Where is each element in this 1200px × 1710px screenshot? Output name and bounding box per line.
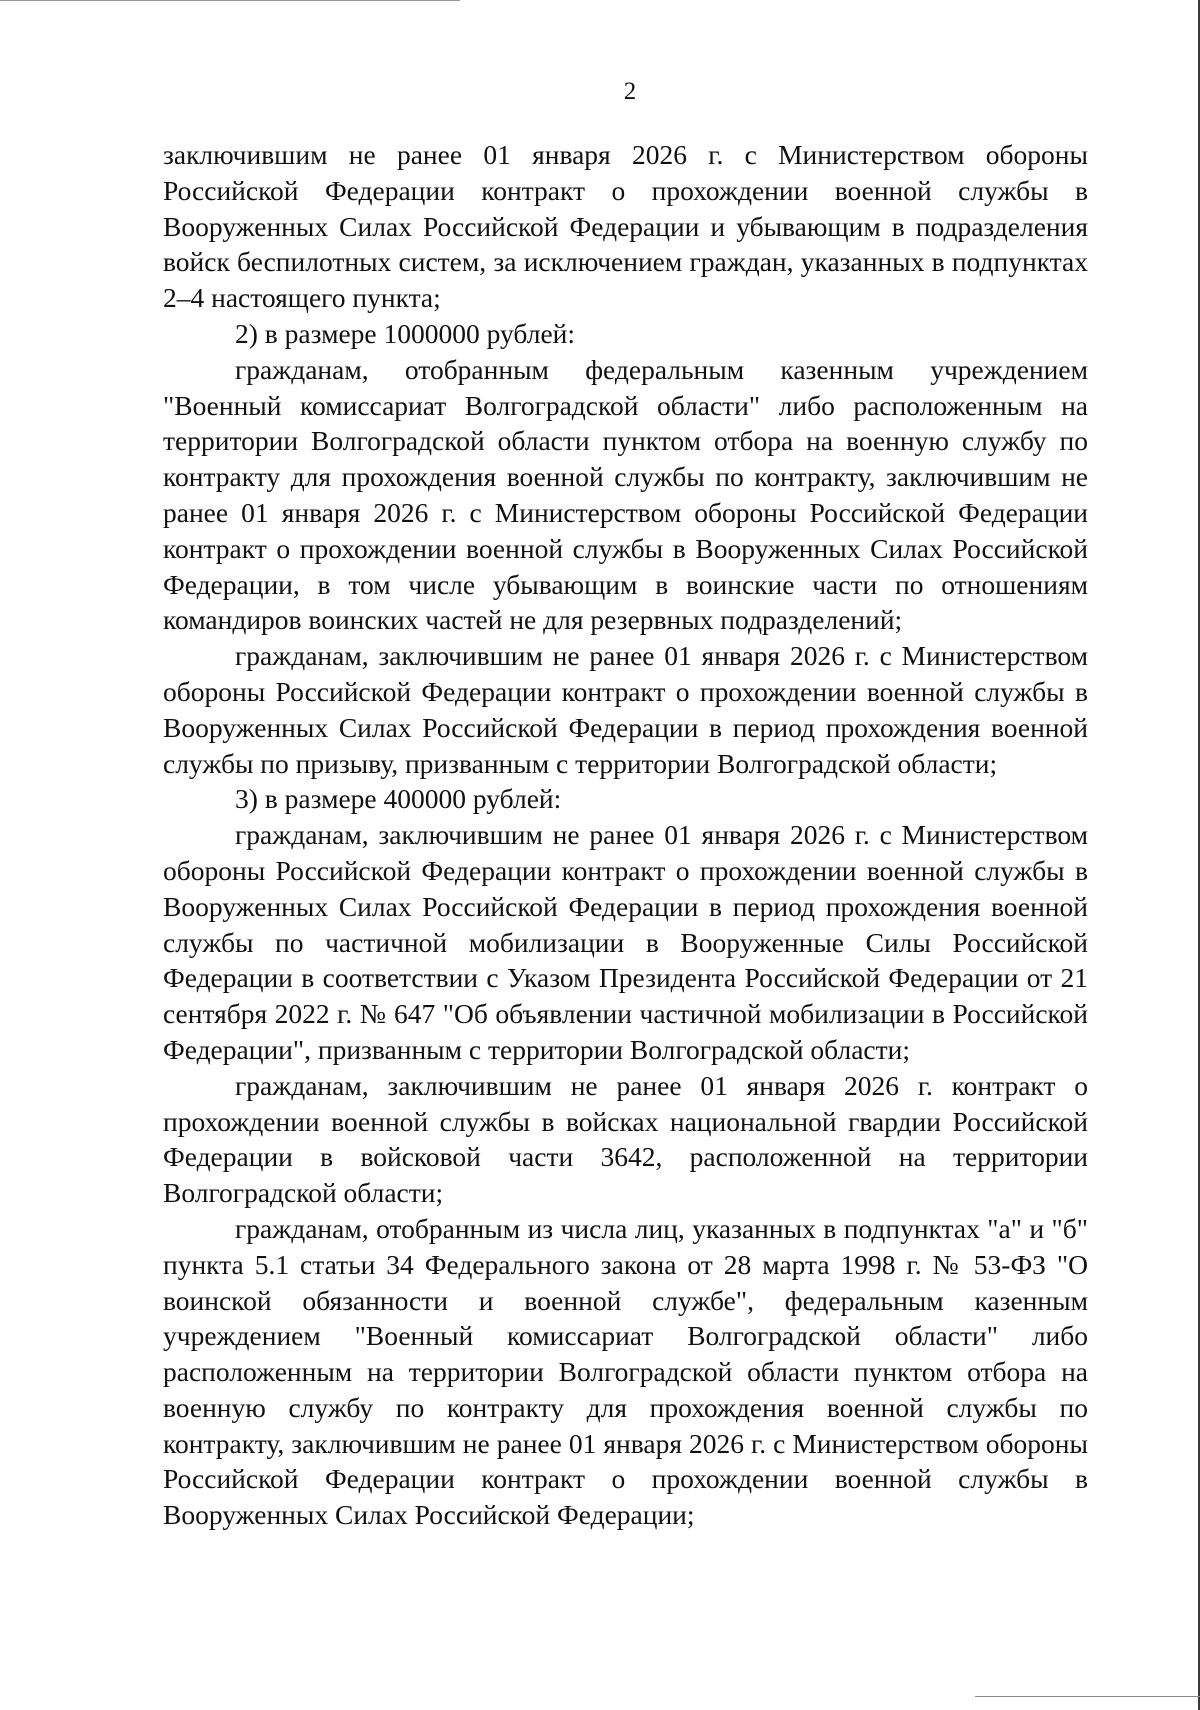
paragraph: гражданам, заключившим не ранее 01 января 2026 г. с Министерством обороны Российской Федерации контракт о прохождении военной службы в Вооруженных Силах Российской Федерации в период прохождения военной службы по призыву, призванным с территории Волгоградской области; (163, 640, 1088, 779)
paragraph: гражданам, заключившим не ранее 01 января 2026 г. с Министерством обороны Российской Федерации контракт о прохождении военной службы в Вооруженных Силах Российской Федерации в период прохождения военной службы по частичной мобилизации в Вооруженные Силы Российской Федерации в соответствии с Указом Президента Российской Федерации от 21 сентября 2022 г. № 647 "Об объявлении частичной мобилизации в Российской Федерации", призванным с территории Волгоградской области; (163, 819, 1088, 1065)
paragraph-continuation: заключившим не ранее 01 января 2026 г. с Министерством обороны Российской Федерации контракт о прохождении военной службы в Вооруженных Силах Российской Федерации и убывающим в подразделения войск беспилотных систем, за исключением граждан, указанных в подпунктах 2–4 настоящего пункта; (163, 139, 1088, 314)
paragraph: гражданам, отобранным федеральным казенным учреждением "Военный комиссариат Волгоградской области" либо расположенным на территории Волгоградской области пунктом отбора на военную службу по контракту для прохождения военной службы по контракту, заключившим не ранее 01 января 2026 г. с Министерством обороны Российской Федерации контракт о прохождении военной службы в Вооруженных Силах Российской Федерации, в том числе убывающим в воинские части по отношениям командиров воинских частей не для резервных подразделений; (163, 353, 1088, 636)
subitem-heading-2: 2) в размере 1000000 рублей: (235, 317, 576, 349)
subitem-heading-3: 3) в размере 400000 рублей: (235, 783, 562, 815)
paragraph: гражданам, отобранным из числа лиц, указанных в подпунктах "а" и "б" пункта 5.1 статьи 34 Федерального закона от 28 марта 1998 г. № 53-ФЗ "О воинской обязанности и военной службе", федеральным казенным учреждением "Военный комиссариат Волгоградской области" либо расположенным на территории Волгоградской области пунктом отбора на военную службу по контракту для прохождения военной службы по контракту, заключившим не ранее 01 января 2026 г. с Министерством обороны Российской Федерации контракт о прохождении военной службы в Вооруженных Силах Российской Федерации; (163, 1212, 1088, 1531)
document-body (163, 137, 1088, 1533)
scan-mark-bottom (975, 1696, 1200, 1697)
scan-edge-top (0, 0, 460, 1)
paragraph: гражданам, заключившим не ранее 01 января 2026 г. контракт о прохождении военной службы в войсках национальной гвардии Российской Федерации в войсковой части 3642, расположенной на территории Волгоградской области; (163, 1069, 1088, 1209)
page-number: 2 (623, 78, 637, 105)
